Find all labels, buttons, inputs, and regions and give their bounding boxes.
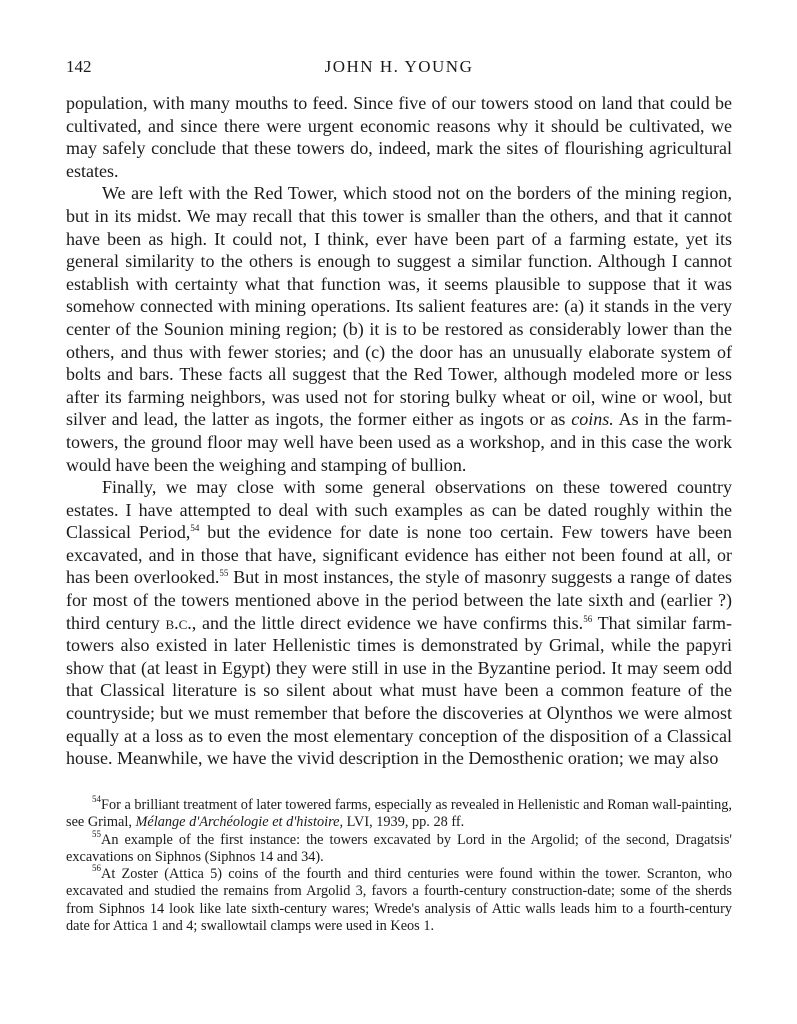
paragraph-2-text-a: We are left with the Red Tower, which stood not on the borders of the mining region, but in its midst. We may recall that this tower is smaller than the others, and that it cannot have been as high. It could not, I think, ever have been part of a farming estate, yet its general similarity to the others is enough to suggest a similar function. Although I cannot establish with certainty what that function was, it seems plausible to suppose that it was somehow connected with mining operations. Its salient features are: (a) it stands in the very center of the Sounion mining region; (b) it is to be restored as considerably lower than the others, and thus with fewer stories; and (c) the door has an unusually elaborate system of bolts and bars. These facts all suggest that the Red Tower, although modeled more or less after its farming neighbors, was used not for storing bulky wheat or oil, wine or wool, but silver and lead, the latter as ingots, the former either as ingots or as — [66, 183, 732, 430]
paragraph-3-text-d: and the little direct evidence we have confirms this. — [202, 612, 584, 633]
paragraph-2 — [66, 182, 732, 476]
paragraph-2-text-b: As in the farm-towers, the ground floor may well have been used as a workshop, and in this case the work would have been the weighing and stamping of bullion. — [66, 409, 733, 475]
footnote-ref-55: 55 — [219, 568, 229, 579]
page-number: 142 — [66, 57, 92, 76]
footnote-54-number: 54 — [92, 794, 101, 804]
coins-emphasis: coins. — [571, 409, 614, 430]
footnote-56-number: 56 — [92, 863, 101, 874]
paragraph-3-text-b: but the evidence for date is none too certain. Few towers have been excavated, and in those that have, significant evidence has either not been found at all, or has been overlooked. — [66, 522, 733, 588]
footnotes — [66, 794, 732, 935]
footnote-ref-56: 56 — [583, 613, 593, 624]
body-text — [66, 92, 732, 770]
bc-abbreviation: b.c., — [165, 612, 197, 633]
footnote-54-title: Mélange d'Archéologie et d'histoire, — [135, 814, 344, 831]
footnote-54-text-a: For a brilliant treatment of later towered farms, especially as revealed in Hellenistic and Roman wall-painting, see Grimal, — [66, 797, 732, 831]
footnote-54 — [66, 794, 732, 832]
paragraph-3-text-e: That similar farm-towers also existed in later Hellenistic times is demonstrated by Grimal, while the papyri show that (at least in Egypt) they were still in use in the Byzantine period. It may seem odd that Classical literature is so silent about what must have been a common feature of the countryside; but we must remember that before the discoveries at Olynthos we were almost equally at a loss as to even the most elementary conception of the disposition of a Classical house. Meanwhile, we have the vivid description in the Demosthenic oration; we may also — [66, 612, 732, 769]
footnote-56-text: At Zoster (Attica 5) coins of the fourth and third centuries were found within the tower. Scranton, who excavated and studied the remains from Argolid 3, favors a fourth-century construction-date; some of the sherds from Siphnos 14 look like late sixth-century wares; Wrede's analysis of Attic walls leads him to a fourth-century date for Attica 1 and 4; swallowtail clamps were used in Keos 1. — [66, 866, 732, 935]
paragraph-3-text-a: Finally, we may close with some general observations on these towered country estates. I have attempted to deal with such examples as can be dated roughly within the Classical Period, — [66, 477, 732, 543]
footnote-54-text-b: LVI, 1939, pp. 28 ff. — [346, 814, 465, 831]
running-head: JOHN H. YOUNG — [324, 57, 474, 76]
page-header — [66, 57, 732, 83]
footnote-56 — [66, 863, 732, 935]
paragraph-1 — [66, 92, 732, 182]
paragraph-3-text-c: But in most instances, the style of masonry suggests a range of dates for most of the towers mentioned above in the period between the late sixth and (earlier ?) third century — [66, 567, 733, 633]
footnote-ref-54: 54 — [190, 523, 200, 534]
footnote-55-text: An example of the first instance: the towers excavated by Lord in the Argolid; of the second, Dragatsis' excavations on Siphnos (Siphnos 14 and 34). — [66, 831, 732, 865]
paragraph-1-text: population, with many mouths to feed. Since five of our towers stood on land that could be cultivated, and since there were urgent economic reasons why it should be cultivated, we may safely conclude that these towers do, indeed, mark the sites of flourishing agricultural estates. — [66, 93, 732, 181]
footnote-55 — [66, 828, 732, 867]
footnote-55-number: 55 — [92, 828, 101, 839]
paragraph-3 — [66, 476, 732, 770]
